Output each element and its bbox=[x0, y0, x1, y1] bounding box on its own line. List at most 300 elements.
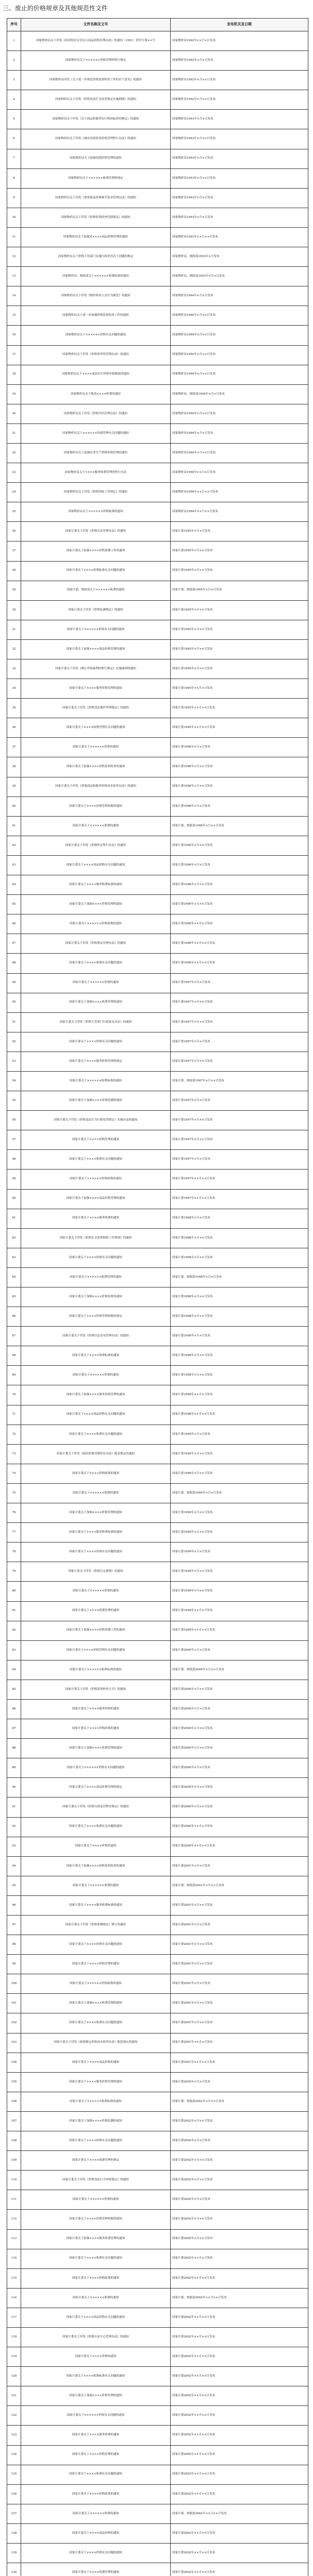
row-document-title: 国家计委关于印发《价格监测规定》修订的通知 bbox=[21, 1916, 171, 1935]
table-row bbox=[7, 1640, 308, 1660]
row-issuing-agency: 国家计委、财政部2000年×月××日发布 bbox=[171, 1660, 308, 1680]
row-document-title: 国家物价局关于加强化肥价格管理的通知 bbox=[21, 149, 171, 168]
table-row bbox=[7, 2171, 308, 2190]
row-issuing-agency: 国家计委2002年××月××日发布 bbox=[171, 2563, 308, 2576]
row-document-title: 国家计委关于××××收费标准有关问题的通知 bbox=[21, 2367, 171, 2386]
row-document-title: 国家计委关于印发《价格行政处罚程序规定》的通知 bbox=[21, 1798, 171, 1817]
row-number: 96 bbox=[7, 1895, 21, 1915]
row-number: 97 bbox=[7, 1916, 21, 1935]
row-document-title: 国家计委关于××××服务价格管理的通知 bbox=[21, 2072, 171, 2092]
row-number: 87 bbox=[7, 1719, 21, 1739]
row-number: 125 bbox=[7, 2465, 21, 2484]
row-document-title: 国家计委关于××××××价格政策的通知 bbox=[21, 1974, 171, 1994]
row-number: 117 bbox=[7, 2308, 21, 2327]
row-document-title: 国家物价局关于印发《关于商品和服务实行明码标价的规定》的通知 bbox=[21, 110, 171, 129]
row-number: 108 bbox=[7, 2131, 21, 2151]
row-issuing-agency: 国家物价局1993年×月××日发布 bbox=[171, 129, 308, 149]
row-issuing-agency: 国家计委2000年×月××日发布 bbox=[171, 1680, 308, 1699]
row-issuing-agency: 国家计委2000年×月××日发布 bbox=[171, 1798, 308, 1817]
row-issuing-agency: 国家计委2001年×月××日发布 bbox=[171, 1955, 308, 1974]
table-row bbox=[7, 620, 308, 639]
row-number: 105 bbox=[7, 2072, 21, 2092]
row-issuing-agency: 国家计委2000年××月××日发布 bbox=[171, 1837, 308, 1856]
row-number: 124 bbox=[7, 2445, 21, 2465]
row-issuing-agency: 国家计委2002年×月××日发布 bbox=[171, 2210, 308, 2229]
abolished-documents-table bbox=[7, 18, 308, 2576]
table-row bbox=[7, 1856, 308, 1876]
row-document-title: 国家计委关于××××服务价格管理的规定 bbox=[21, 1052, 171, 1071]
row-document-title: 国家计委关于××××××价格的通知 bbox=[21, 738, 171, 757]
row-document-title: 国家计委关于××××价格有关问题的通知 bbox=[21, 2544, 171, 2563]
row-issuing-agency: 国家计委1996年××月××日发布 bbox=[171, 954, 308, 973]
row-number: 9 bbox=[7, 188, 21, 208]
table-row bbox=[7, 1405, 308, 1425]
row-document-title: 国家物价局关于印发《物价检查人员行为规范》的通知 bbox=[21, 286, 171, 306]
row-document-title: 国家计委关于××××××收费标准的通知 bbox=[21, 1660, 171, 1680]
row-issuing-agency: 国家计委1997年×月××日发布 bbox=[171, 993, 308, 1012]
table-row bbox=[7, 639, 308, 659]
row-number: 67 bbox=[7, 1327, 21, 1346]
row-document-title: 国家计委关于××××××价格的通知 bbox=[21, 1582, 171, 1601]
row-number: 94 bbox=[7, 1856, 21, 1876]
row-issuing-agency: 国家计委2002年××月××日发布 bbox=[171, 2327, 308, 2347]
row-document-title: 国家计委关于××××××收费的通知 bbox=[21, 816, 171, 836]
table-row bbox=[7, 208, 308, 227]
row-number: 40 bbox=[7, 796, 21, 816]
row-number: 32 bbox=[7, 639, 21, 659]
table-body bbox=[7, 31, 308, 2576]
row-document-title: 国家计委关于××××价格有关问题的通知 bbox=[21, 1248, 171, 1267]
row-document-title: 国家计委关于××××商品价格有关问题的通知 bbox=[21, 2308, 171, 2327]
row-document-title: 国家物价局关于××××××价格政策的通知 bbox=[21, 502, 171, 522]
row-issuing-agency: 国家计委、财政部2002年×月××日发布 bbox=[171, 2092, 308, 2111]
table-row bbox=[7, 1052, 308, 1071]
row-number: 54 bbox=[7, 1071, 21, 1091]
row-number: 100 bbox=[7, 1974, 21, 1994]
table-row bbox=[7, 423, 308, 443]
row-issuing-agency: 国家物价局1994年×月×日发布 bbox=[171, 423, 308, 443]
row-issuing-agency: 国家计委1998年×月××日发布 bbox=[171, 1307, 308, 1327]
table-row bbox=[7, 1955, 308, 1974]
table-row bbox=[7, 31, 308, 51]
row-document-title: 国家计委关于××××价格的通知 bbox=[21, 1837, 171, 1856]
table-row bbox=[7, 816, 308, 836]
row-issuing-agency: 国家物价局1993年×月×日发布 bbox=[171, 149, 308, 168]
table-row bbox=[7, 895, 308, 914]
row-issuing-agency: 国家计委、财政部1996年×月××日发布 bbox=[171, 816, 308, 836]
row-number: 116 bbox=[7, 2288, 21, 2308]
row-issuing-agency: 国家物价局1994年××月×日发布 bbox=[171, 463, 308, 483]
row-number: 50 bbox=[7, 993, 21, 1012]
row-document-title: 国家计委关于××××服务价格的通知 bbox=[21, 1699, 171, 1719]
row-document-title: 国家计委关于××××服务收费的通知 bbox=[21, 2426, 171, 2445]
table-row bbox=[7, 1601, 308, 1621]
table-row bbox=[7, 1935, 308, 1955]
row-issuing-agency: 国家计委1997年×月×日发布 bbox=[171, 973, 308, 993]
row-issuing-agency: 国家物价局1993年××月××日发布 bbox=[171, 227, 308, 247]
row-document-title: 国家计委关于××××××价格有关问题的通知 bbox=[21, 2406, 171, 2426]
table-row bbox=[7, 1974, 308, 1994]
table-row bbox=[7, 384, 308, 404]
row-number: 21 bbox=[7, 423, 21, 443]
table-row bbox=[7, 757, 308, 777]
row-document-title: 国家物价局关于××××××价格管理有关问题的通知 bbox=[21, 423, 171, 443]
row-number: 99 bbox=[7, 1955, 21, 1974]
row-document-title: 国家物价局关于××××××收费管理的规定 bbox=[21, 168, 171, 188]
row-document-title: 国家计委关于印发《价格信息发布管理办法》的通知 bbox=[21, 1327, 171, 1346]
row-document-title: 国家物价局关于价格主管部门实施行政处罚若干问题的规定 bbox=[21, 247, 171, 267]
row-number: 28 bbox=[7, 561, 21, 581]
row-issuing-agency: 国家计委1998年×月××日发布 bbox=[171, 1346, 308, 1366]
row-issuing-agency: 国家物价局1994年××月××日发布 bbox=[171, 502, 308, 522]
row-document-title: 国家计委关于××××服务收费标准的通知 bbox=[21, 1895, 171, 1915]
row-document-title: 国家物价局关于规范××××收费的通知 bbox=[21, 384, 171, 404]
row-document-title: 国家计委关于××××价格管理权限的通知 bbox=[21, 2210, 171, 2229]
row-document-title: 国家计委关于××××商品价格有关问题的通知 bbox=[21, 1405, 171, 1425]
row-number: 41 bbox=[7, 816, 21, 836]
row-issuing-agency: 国家计委1997年×月××日发布 bbox=[171, 1111, 308, 1130]
row-number: 82 bbox=[7, 1621, 21, 1640]
table-row bbox=[7, 600, 308, 620]
row-issuing-agency: 国家计委2002年××月×日发布 bbox=[171, 2249, 308, 2268]
row-issuing-agency: 国家物价局1994年×月××日发布 bbox=[171, 404, 308, 423]
table-row bbox=[7, 796, 308, 816]
table-row bbox=[7, 404, 308, 423]
row-document-title: 国家计委关于印发《价格鉴证管理办法》的通知 bbox=[21, 934, 171, 954]
row-document-title: 国家计委关于××××收费有关问题的通知 bbox=[21, 2465, 171, 2484]
row-document-title: 国家计委关于××××收费有关问题的通知 bbox=[21, 2013, 171, 2033]
table-row bbox=[7, 90, 308, 110]
row-number: 27 bbox=[7, 541, 21, 561]
row-issuing-agency: 国家计委1995年×月××日发布 bbox=[171, 639, 308, 659]
table-row bbox=[7, 2426, 308, 2445]
table-row bbox=[7, 1150, 308, 1170]
row-issuing-agency: 国家物价局、财政部1993年×月发布 bbox=[171, 247, 308, 267]
row-issuing-agency: 国家计委2001年×月×日发布 bbox=[171, 1856, 308, 1876]
row-number: 26 bbox=[7, 522, 21, 541]
row-number: 25 bbox=[7, 502, 21, 522]
row-number: 86 bbox=[7, 1699, 21, 1719]
table-row bbox=[7, 738, 308, 757]
row-issuing-agency: 国家计委1996年××月××日发布 bbox=[171, 934, 308, 954]
row-number: 59 bbox=[7, 1170, 21, 1189]
table-row bbox=[7, 2013, 308, 2033]
row-document-title: 国家计委关于加强××××价格管理的通知 bbox=[21, 1503, 171, 1523]
row-document-title: 国家计委关于加强××××服务价格管理的通知 bbox=[21, 1385, 171, 1405]
row-document-title: 国家计委关于印发《政府制定价格成本监审办法》配套规定的通知 bbox=[21, 2033, 171, 2053]
row-issuing-agency: 国家计委2000年×月×日发布 bbox=[171, 1699, 308, 1719]
row-number: 52 bbox=[7, 1032, 21, 1052]
row-number: 112 bbox=[7, 2210, 21, 2229]
table-row bbox=[7, 2308, 308, 2327]
row-number: 7 bbox=[7, 149, 21, 168]
row-document-title: 国家物价局关于进一步加强价格监督检查工作的通知 bbox=[21, 306, 171, 326]
row-number: 129 bbox=[7, 2544, 21, 2563]
table-row bbox=[7, 2131, 308, 2151]
row-issuing-agency: 国家计委1995年×月××日发布 bbox=[171, 620, 308, 639]
row-number: 24 bbox=[7, 483, 21, 502]
row-number: 20 bbox=[7, 404, 21, 423]
row-issuing-agency: 国家计委1997年×月××日发布 bbox=[171, 1052, 308, 1071]
table-row bbox=[7, 1444, 308, 1464]
table-row bbox=[7, 345, 308, 365]
row-number: 89 bbox=[7, 1758, 21, 1778]
row-issuing-agency: 国家计委1998年×月×日发布 bbox=[171, 1209, 308, 1228]
row-document-title: 国家计委关于印发《重要商品和服务价格成本监审办法》的通知 bbox=[21, 777, 171, 796]
table-row bbox=[7, 2033, 308, 2053]
table-row bbox=[7, 71, 308, 90]
table-row bbox=[7, 1582, 308, 1601]
row-document-title: 国家计委关于印发《政府价格决策听证办法》配套规定的通知 bbox=[21, 1444, 171, 1464]
row-number: 107 bbox=[7, 2111, 21, 2131]
row-issuing-agency: 国家计委1996年×月××日发布 bbox=[171, 757, 308, 777]
row-document-title: 国家计委关于××××收费有关问题的通知 bbox=[21, 1817, 171, 1837]
row-issuing-agency: 国家计委2002年×月××日发布 bbox=[171, 2111, 308, 2131]
table-row bbox=[7, 1798, 308, 1817]
row-number: 15 bbox=[7, 306, 21, 326]
row-number: 48 bbox=[7, 954, 21, 973]
row-issuing-agency: 国家计委1997年×月×日发布 bbox=[171, 1032, 308, 1052]
row-issuing-agency: 国家物价局1994年×月××日发布 bbox=[171, 306, 308, 326]
row-document-title: 国家计委关于××××收费管理的规定 bbox=[21, 2151, 171, 2171]
table-row bbox=[7, 1483, 308, 1503]
row-number: 23 bbox=[7, 463, 21, 483]
row-issuing-agency: 国家计委2002年××月××日发布 bbox=[171, 2544, 308, 2563]
row-document-title: 国家计委关于××××××价格政策的通知 bbox=[21, 1170, 171, 1189]
row-number: 91 bbox=[7, 1798, 21, 1817]
row-number: 42 bbox=[7, 836, 21, 855]
row-number: 79 bbox=[7, 1562, 21, 1582]
table-row bbox=[7, 1130, 308, 1150]
row-issuing-agency: 国家计委2002年××月××日发布 bbox=[171, 2347, 308, 2367]
row-document-title: 国家计委关于××××××收费的通知 bbox=[21, 1483, 171, 1503]
row-issuing-agency: 国家计委、财政部2001年×月××日发布 bbox=[171, 1876, 308, 1895]
row-document-title: 国家物价局关于加强农业生产资料价格管理的通知 bbox=[21, 443, 171, 463]
table-row bbox=[7, 1523, 308, 1543]
table-row bbox=[7, 1287, 308, 1307]
row-issuing-agency: 国家计委1995年×月××日发布 bbox=[171, 561, 308, 581]
row-number: 70 bbox=[7, 1385, 21, 1405]
table-row bbox=[7, 1012, 308, 1032]
row-issuing-agency: 国家计委2002年×月×日发布 bbox=[171, 2072, 308, 2092]
row-issuing-agency: 国家计委1997年×月×日发布 bbox=[171, 1150, 308, 1170]
row-number: 128 bbox=[7, 2523, 21, 2543]
row-issuing-agency: 国家计委2001年×月×日发布 bbox=[171, 1916, 308, 1935]
row-document-title: 国家计委关于××××服务收费的通知 bbox=[21, 1209, 171, 1228]
row-document-title: 国家计委关于××××价格管理的通知 bbox=[21, 2445, 171, 2465]
row-issuing-agency: 国家物价局1994年×月××日发布 bbox=[171, 443, 308, 463]
row-number: 120 bbox=[7, 2367, 21, 2386]
row-issuing-agency: 国家计委1999年×月××日发布 bbox=[171, 1464, 308, 1483]
row-document-title: 国家计委关于××××收费有关问题的通知 bbox=[21, 2249, 171, 2268]
row-document-title: 国家计委关于加强××××价格监测工作的通知 bbox=[21, 541, 171, 561]
row-document-title: 国家计委关于××××价格政策的通知 bbox=[21, 2268, 171, 2288]
row-issuing-agency: 国家计委1997年×月×日发布 bbox=[171, 1091, 308, 1111]
table-row bbox=[7, 267, 308, 286]
row-number: 13 bbox=[7, 267, 21, 286]
table-row bbox=[7, 993, 308, 1012]
row-number: 14 bbox=[7, 286, 21, 306]
row-document-title: 国家计委关于××××价格管理权限的规定 bbox=[21, 1307, 171, 1327]
row-number: 85 bbox=[7, 1680, 21, 1699]
row-number: 66 bbox=[7, 1307, 21, 1327]
table-row bbox=[7, 1699, 308, 1719]
table-row bbox=[7, 914, 308, 934]
table-row bbox=[7, 1895, 308, 1915]
row-document-title: 国家计委关于印发《价格社会监督网络工作规则》的通知 bbox=[21, 1228, 171, 1248]
row-issuing-agency: 国家计委、财政部1995年×月×日发布 bbox=[171, 581, 308, 600]
row-number: 64 bbox=[7, 1267, 21, 1287]
row-issuing-agency: 国家计委2002年×月××日发布 bbox=[171, 2229, 308, 2249]
row-document-title: 国家计委关于××××价格有关问题的通知 bbox=[21, 1935, 171, 1955]
row-number: 119 bbox=[7, 2347, 21, 2367]
table-row bbox=[7, 2484, 308, 2504]
row-document-title: 国家物价局关于印发《城市房屋租赁价格管理暂行办法》的通知 bbox=[21, 129, 171, 149]
table-row bbox=[7, 227, 308, 247]
row-issuing-agency: 国家计委1998年×月×日发布 bbox=[171, 1327, 308, 1346]
row-issuing-agency: 国家计委、财政部1997年×月××日发布 bbox=[171, 1071, 308, 1091]
table-row bbox=[7, 777, 308, 796]
row-number: 10 bbox=[7, 208, 21, 227]
row-number: 106 bbox=[7, 2092, 21, 2111]
row-number: 12 bbox=[7, 247, 21, 267]
row-number: 84 bbox=[7, 1660, 21, 1680]
table-row bbox=[7, 326, 308, 345]
row-number: 71 bbox=[7, 1405, 21, 1425]
row-document-title: 国家计委关于××××价格有关问题的通知 bbox=[21, 1543, 171, 1562]
table-row bbox=[7, 1209, 308, 1228]
table-row bbox=[7, 1562, 308, 1582]
row-issuing-agency: 国家计委1996年×月××日发布 bbox=[171, 836, 308, 855]
row-document-title: 国家物价局关于印发《重要商品价格调节基金管理办法》的通知 bbox=[21, 188, 171, 208]
row-document-title: 国家计委关于印发《价格认证中心管理办法》的通知 bbox=[21, 2327, 171, 2347]
row-issuing-agency: 国家物价局1992年×月×日发布 bbox=[171, 51, 308, 71]
table-row bbox=[7, 659, 308, 679]
table-row bbox=[7, 1111, 308, 1130]
table-row bbox=[7, 1425, 308, 1444]
row-number: 46 bbox=[7, 914, 21, 934]
table-row bbox=[7, 973, 308, 993]
row-document-title: 国家计委关于加强××××收费管理的通知 bbox=[21, 1739, 171, 1758]
row-issuing-agency: 国家计委1995年××月×日发布 bbox=[171, 679, 308, 699]
row-document-title: 国家计委关于××××商品价格的通知 bbox=[21, 2053, 171, 2072]
row-document-title: 国家计委关于××××××价格有关问题的通知 bbox=[21, 1758, 171, 1778]
row-number: 37 bbox=[7, 738, 21, 757]
row-document-title: 国家物价局关于印发《价格举报工作规定》的通知 bbox=[21, 483, 171, 502]
row-number: 31 bbox=[7, 620, 21, 639]
row-number: 72 bbox=[7, 1425, 21, 1444]
row-document-title: 国家计委关于××××××收费标准的通知 bbox=[21, 1071, 171, 1091]
row-number: 55 bbox=[7, 1091, 21, 1111]
row-issuing-agency: 国家计委2002年×月××日发布 bbox=[171, 2171, 308, 2190]
row-number: 113 bbox=[7, 2229, 21, 2249]
row-document-title: 国家物价局关于印发《价格违法行为处罚规定实施细则》的通知 bbox=[21, 90, 171, 110]
row-document-title: 国家物价局关于××××××价格管理的暂行规定 bbox=[21, 51, 171, 71]
row-document-title: 国家计委关于××××××价格的通知 bbox=[21, 2190, 171, 2210]
row-number: 43 bbox=[7, 855, 21, 875]
row-number: 92 bbox=[7, 1817, 21, 1837]
row-issuing-agency: 国家计委2002年××月××日发布 bbox=[171, 2367, 308, 2386]
row-document-title: 国家计委关于加强××××商品价格管理的通知 bbox=[21, 639, 171, 659]
table-row bbox=[7, 1366, 308, 1385]
row-number: 68 bbox=[7, 1346, 21, 1366]
table-row bbox=[7, 954, 308, 973]
row-number: 74 bbox=[7, 1464, 21, 1483]
table-row bbox=[7, 581, 308, 600]
table-row bbox=[7, 2563, 308, 2576]
row-issuing-agency: 国家计委1998年×月××日发布 bbox=[171, 1366, 308, 1385]
table-row bbox=[7, 2523, 308, 2543]
table-row bbox=[7, 541, 308, 561]
row-number: 56 bbox=[7, 1111, 21, 1130]
row-issuing-agency: 国家计委1996年×月××日发布 bbox=[171, 875, 308, 895]
row-issuing-agency: 国家计委1999年××月××日发布 bbox=[171, 1621, 308, 1640]
row-issuing-agency: 国家计委2002年××月××日发布 bbox=[171, 2308, 308, 2327]
row-number: 11 bbox=[7, 227, 21, 247]
row-document-title: 国家计委关于××××商品价格的通知 bbox=[21, 2523, 171, 2543]
row-number: 95 bbox=[7, 1876, 21, 1895]
table-row bbox=[7, 1543, 308, 1562]
row-document-title: 国家计委关于印发《制止牟取暴利的暂行规定》实施细则的通知 bbox=[21, 659, 171, 679]
table-row bbox=[7, 2268, 308, 2288]
table-row bbox=[7, 2053, 308, 2072]
table-row bbox=[7, 463, 308, 483]
row-document-title: 国家物价局印发《关于进一步规范价格监督检查工作的若干意见》的通知 bbox=[21, 71, 171, 90]
row-number: 38 bbox=[7, 757, 21, 777]
row-issuing-agency: 国家计委1995年×月××日发布 bbox=[171, 600, 308, 620]
row-issuing-agency: 国家物价局1994年×月×日发布 bbox=[171, 286, 308, 306]
row-document-title: 国家物价局关于印发《价格事务所管理办法》的通知 bbox=[21, 345, 171, 365]
row-document-title: 国家计委关于××××价格有关问题的通知 bbox=[21, 1032, 171, 1052]
table-row bbox=[7, 443, 308, 463]
row-document-title: 国家计委关于××××价格管理有关问题的通知 bbox=[21, 1640, 171, 1660]
table-row bbox=[7, 561, 308, 581]
table-row bbox=[7, 1778, 308, 1798]
table-row bbox=[7, 2072, 308, 2092]
row-number: 73 bbox=[7, 1444, 21, 1464]
row-issuing-agency: 国家计委2000年×月××日发布 bbox=[171, 1719, 308, 1739]
row-document-title: 国家计委关于××××××收费的通知 bbox=[21, 2504, 171, 2523]
page-title: 三、废止的价格规章及其他规范性文件 bbox=[3, 5, 108, 12]
row-document-title: 国家计委关于××××商品价格管理的规定 bbox=[21, 1778, 171, 1798]
table-row bbox=[7, 188, 308, 208]
row-issuing-agency: 国家物价局1993年×月××日发布 bbox=[171, 168, 308, 188]
row-issuing-agency: 国家物价局1992年××月×日发布 bbox=[171, 31, 308, 51]
row-issuing-agency: 国家物价局1994年××月××日发布 bbox=[171, 483, 308, 502]
table-row bbox=[7, 129, 308, 149]
column-header-document-title: 文件名称及文号 bbox=[21, 19, 171, 31]
row-document-title: 国家计委关于××××服务收费标准的通知 bbox=[21, 1523, 171, 1543]
table-row bbox=[7, 2327, 308, 2347]
table-row bbox=[7, 2544, 308, 2563]
row-issuing-agency: 国家计委1996年×月×日发布 bbox=[171, 796, 308, 816]
row-document-title: 国家计委关于××××价格管理权限的通知 bbox=[21, 796, 171, 816]
row-document-title: 国家计委关于××××××价格政策的通知 bbox=[21, 914, 171, 934]
row-issuing-agency: 国家计委2002年×月××日发布 bbox=[171, 2151, 308, 2171]
row-document-title: 国家计委关于加强××××服务收费管理的通知 bbox=[21, 2229, 171, 2249]
row-number: 18 bbox=[7, 365, 21, 384]
row-issuing-agency: 国家计委2002年×月×日发布 bbox=[171, 2190, 308, 2210]
row-document-title: 国家计委关于××××收费管理的通知 bbox=[21, 2563, 171, 2576]
row-document-title: 国家计委关于印发《价格违法案件审理规定》的通知 bbox=[21, 699, 171, 718]
row-number: 61 bbox=[7, 1209, 21, 1228]
row-issuing-agency: 国家物价局1994年×月××日发布 bbox=[171, 326, 308, 345]
row-document-title: 国家物价局关于印发《价格监督检查管辖规定》的通知 bbox=[21, 208, 171, 227]
row-number: 53 bbox=[7, 1052, 21, 1071]
row-issuing-agency: 国家计委1997年×月××日发布 bbox=[171, 1012, 308, 1032]
row-number: 60 bbox=[7, 1189, 21, 1209]
row-document-title: 国家计委关于××××价格政策的通知 bbox=[21, 2484, 171, 2504]
